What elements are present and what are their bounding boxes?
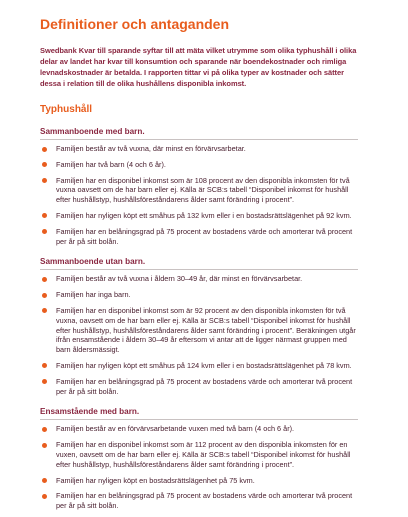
bullet-dot-icon [42,213,47,218]
list-item-text: Familjen består av två vuxna, där minst en förvärvsarbetar. [56,144,246,153]
intro-paragraph: Swedbank Kvar till sparande syftar till att mäta vilket utrymme som olika typhushåll i olika delar av landet har kvar till konsumtion och sparande när boendekostnader och rimliga levnadskostnader är betalda. I rapporten tittar vi på olika typer av kostnader och sätter dessa i relation till de olika hushållens disponibla inkomst. [40,46,357,88]
bullet-list [40,144,358,246]
group-sammanboende-utan-barn [40,256,358,396]
bullet-dot-icon [42,229,47,234]
group-heading: Sammanboende utan barn. [40,257,146,267]
list-item-text: Familjen har två barn (4 och 6 år). [56,159,166,169]
list-item [40,424,358,434]
list-item-text: Familjen består av en förvärvsarbetande vuxen med två barn (4 och 6 år). [56,424,295,434]
list-item-text: Familjen består av två vuxna i åldern 30–49 år, där minst en förvärvsarbetar. [56,274,303,284]
divider [40,269,358,270]
bullet-dot-icon [42,178,47,183]
list-item-text: Familjen har en disponibel inkomst som är 92 procent av den disponibla inkomsten för två vuxna, oavsett om de har barn eller ej. Källa är SCB:s tabell “Disponibel inkomst för hushåll efter hushållstyp, hushållsföreståndarens ålder samt förändring i procent”. Beräkningen utgår ifrån ensamstående i åldern 30–49 år eftersom vi antar att de ligger närmast gruppen med barn åldersmässigt. [56,305,356,355]
bullet-dot-icon [42,162,47,167]
bullet-dot-icon [42,427,47,432]
divider [40,139,358,140]
bullet-list [40,274,358,396]
divider [40,419,358,420]
list-item [40,491,358,511]
list-item-text: Familjen har en belåningsgrad på 75 procent av bostadens värde och amorterar två procent per år på sitt bolån. [56,376,353,396]
bullet-list [40,424,358,511]
list-item [40,377,358,397]
list-item [40,227,358,247]
list-item [40,274,358,284]
bullet-dot-icon [42,363,47,368]
group-heading: Sammanboende med barn. [40,127,145,136]
list-item-text: Familjen har en belåningsgrad på 75 procent av bostadens värde och amorterar två procent per år på sitt bolån. [56,491,353,511]
list-item-text: Familjen har nyligen köpt en bostadsrättslägenhet på 75 kvm. [56,475,255,485]
list-item-text: Familjen har inga barn. [56,290,131,300]
section-title: Typhushåll [40,104,93,115]
bullet-dot-icon [42,478,47,483]
bullet-dot-icon [42,147,47,152]
bullet-dot-icon [42,308,47,313]
list-item-text: Familjen har nyligen köpt ett småhus på 124 kvm eller i en bostadsrättslägenhet på 78 kvm. [56,360,352,370]
list-item [40,160,358,170]
list-item [40,211,358,221]
list-item [40,290,358,300]
group-sammanboende-med-barn [40,126,358,246]
group-heading: Ensamstående med barn. [40,407,140,417]
bullet-dot-icon [42,277,47,282]
list-item-text: Familjen har nyligen köpt ett småhus på 132 kvm eller i en bostadsrättslägenhet på 92 kvm. [56,210,352,220]
group-ensamstaende-med-barn [40,406,358,511]
list-item [40,176,358,205]
page-title: Definitioner och antaganden [40,16,230,32]
document-page [40,16,358,517]
list-item [40,440,358,469]
list-item [40,361,358,371]
list-item-text: Familjen har en disponibel inkomst som är 108 procent av den disponibla inkomsten för två vuxna oavsett om de har barn eller ej. Källa är SCB:s tabell “Disponibel inkomst för hushåll efter hushållstyp, hushållsföreståndarens ålder samt förändring i procent”. [56,175,350,205]
list-item-text: Familjen har en disponibel inkomst som är 112 procent av den disponibla inkomsten för en vuxen, oavsett om de har barn eller ej. Källa är SCB:s tabell “Disponibel inkomst för hushåll efter hushållstyp, hushållsföreståndarens ålder samt förändring i procent”. [56,440,351,469]
list-item-text: Familjen har en belåningsgrad på 75 procent av bostadens värde och amorterar två procent per år på sitt bolån. [56,226,353,246]
bullet-dot-icon [42,379,47,384]
bullet-dot-icon [42,494,47,499]
bullet-dot-icon [42,443,47,448]
list-item [40,144,358,154]
list-item [40,306,358,355]
bullet-dot-icon [42,293,47,298]
list-item [40,476,358,486]
